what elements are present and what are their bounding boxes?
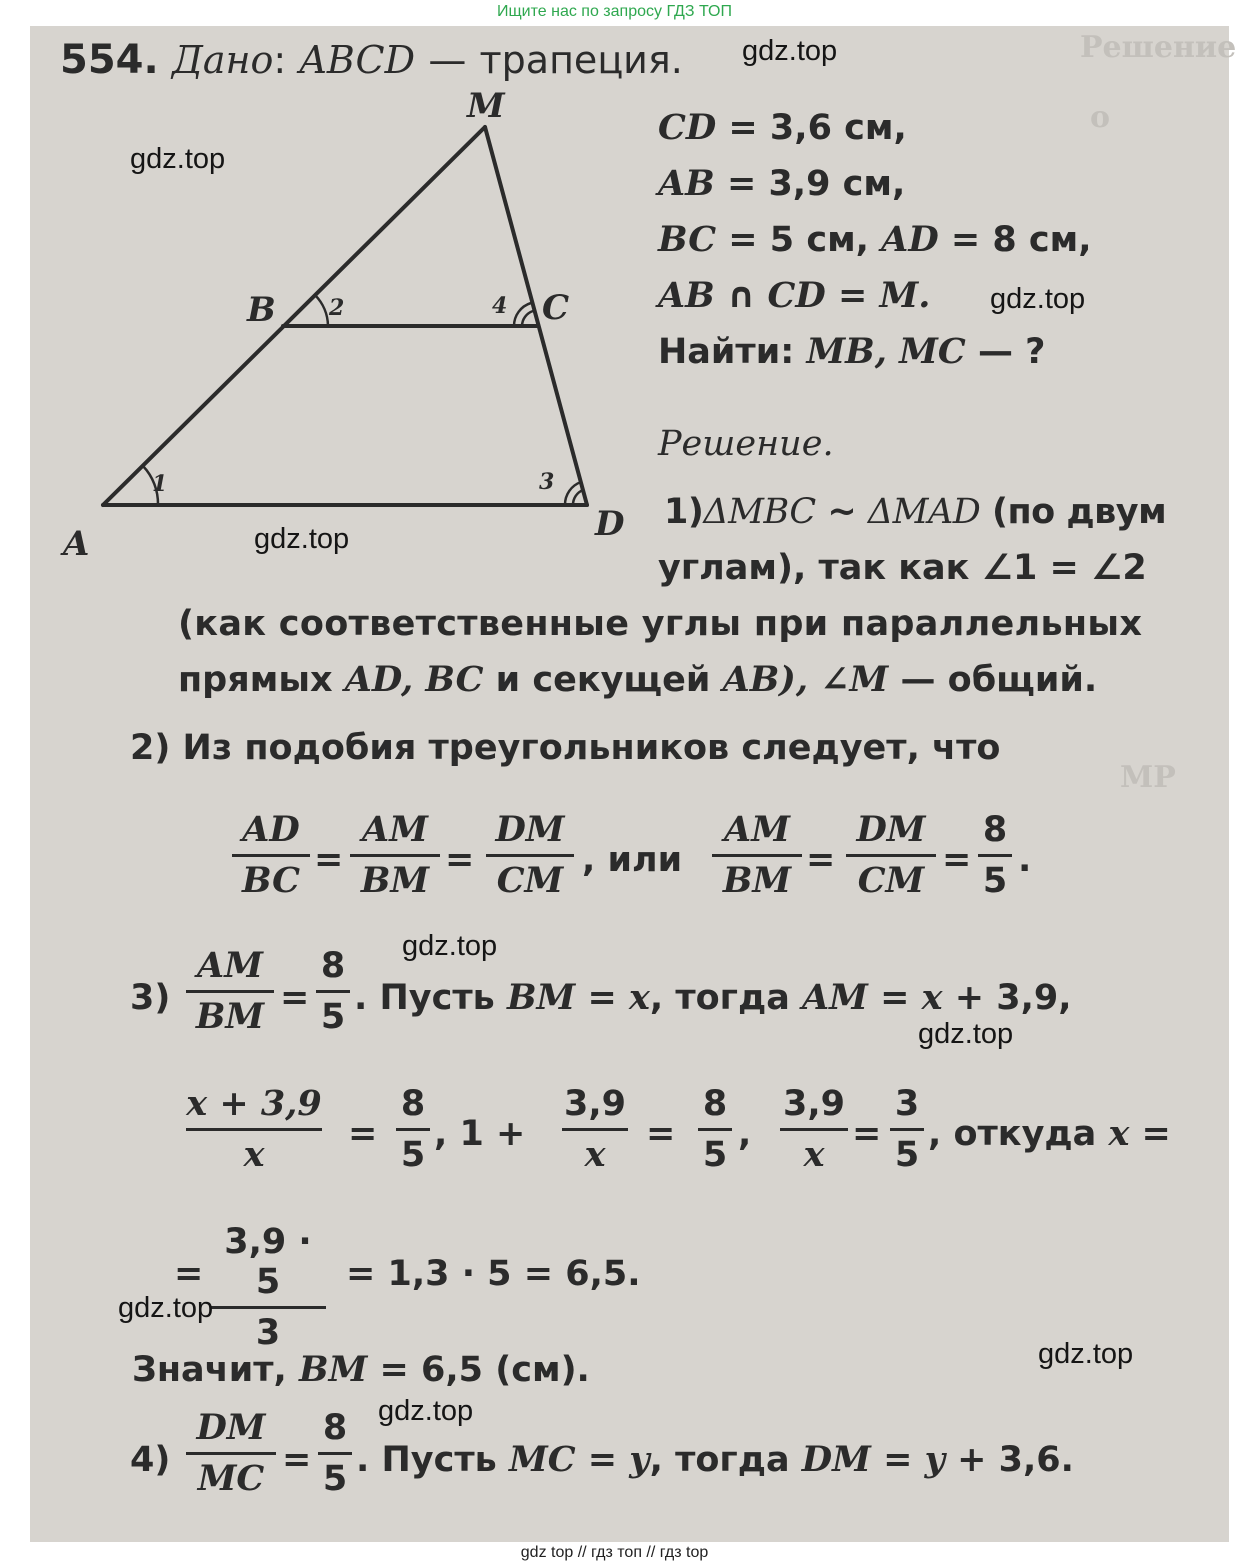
fraction-39-over-x: $\frac{3,9}{x}$ [780,1084,848,1175]
dash: — [428,38,467,82]
ad-value: = 8 см, [950,220,1092,260]
watermark: gdz.top [254,523,350,555]
fraction-39-over-x: $\frac{3,9}{x}$ [563,1084,626,1175]
bc-symbol: BC [658,219,717,260]
step4-let-line [356,1440,1074,1480]
problem-header [60,37,683,83]
label-a: A [63,524,90,564]
step1-line3: (как соответственные углы при параллельных [178,604,1143,644]
mb-symbol: MB, [806,331,887,372]
fraction-8-5: $\frac{8}{5}$ [698,1084,732,1175]
equals-sign: = [806,840,836,880]
watermark: gdz.top [378,1395,474,1427]
ab-symbol: AB [658,275,715,316]
watermark: gdz.top [742,35,838,67]
step3-number: 3) [130,978,171,1018]
fraction-am-bm: $\frac{AM}{BM}$ [712,810,802,901]
condition-cd [658,108,907,148]
solution-heading: Решение. [658,424,834,464]
step1-reason-part2: углам), так как [658,548,970,588]
y-variable: y [629,1439,650,1480]
m-symbol: M. [879,275,931,316]
conclusion-text: Значит, [132,1350,287,1390]
period: . [1018,840,1032,880]
mc-symbol: MC [508,1439,576,1480]
cd-value: = 3,6 см, [728,108,907,148]
intersection-symbol: ∩ [726,276,756,316]
or-text: , или [582,840,683,880]
equals-sign: = [282,1440,312,1480]
watermark: gdz.top [918,1018,1014,1050]
ad-symbol: AD [881,219,939,260]
ab-value: = 3,9 см, [726,164,906,204]
figure-type: трапеция. [479,38,683,82]
watermark: gdz.top [130,143,226,175]
fraction-am-bm: $\frac{AM}{BM}$ [350,810,440,901]
x-variable: x [628,977,650,1018]
conclusion-value: = 6,5 (см). [379,1350,590,1390]
equals-sign: = [942,840,972,880]
step1-text: прямых [178,660,333,700]
watermark: gdz.top [402,930,498,962]
step1-text: — общий. [900,660,1098,700]
equals-sign: = [837,276,868,316]
watermark: gdz.top [990,283,1086,315]
condition-ab [658,164,905,204]
equals-sign: = [852,1114,882,1154]
angle-1-label: 1 [152,471,168,497]
find-label: Найти: [658,332,795,372]
equals-sign: = [280,978,310,1018]
condition-intersection [658,276,930,316]
equals-sign: = [880,978,910,1018]
bottom-banner[interactable]: gdz top // гдз топ // гдз top [520,1544,709,1561]
bc-symbol: BC [425,659,484,700]
label-d: D [595,504,625,544]
step2-number: 2) [130,728,171,768]
step4-text: . Пусть [356,1440,497,1480]
step3-let-line [354,978,1072,1018]
fraction-am-bm: $\frac{AM}{BM}$ [186,946,274,1037]
angle-4-label: 4 [492,293,508,319]
step3-conclusion [132,1350,590,1390]
comma: , [738,1114,752,1154]
similar-sign: ~ [827,492,857,532]
find-tail: — ? [977,332,1046,372]
mc-symbol: MC [899,331,966,372]
ab-symbol: AB [658,163,715,204]
whence-text: , откуда [928,1114,1097,1154]
label-m: M [467,86,505,126]
whence-x-equals [928,1114,1171,1154]
fraction-8-5: $\frac{8}{5}$ [316,946,350,1037]
equals-sign: = [587,978,617,1018]
x-variable: x [921,977,943,1018]
step1-reason-part1: (по двум [991,492,1167,532]
angle-4-arc-inner [522,311,533,326]
equals-sign: = [314,840,344,880]
bm-symbol: BM [506,977,576,1018]
angle-m: ∠M [820,659,889,700]
equals-sign: = [883,1440,913,1480]
show-through-decoration: о [1090,100,1111,135]
watermark: gdz.top [1038,1338,1134,1370]
step1-line2 [658,548,1147,588]
angle-equality: ∠1 = ∠2 [981,548,1147,588]
bm-symbol: BM [299,1349,368,1390]
top-banner[interactable]: Ищите нас по запросу ГДЗ ТОП [497,3,732,20]
show-through-decoration: МР [1120,760,1176,795]
show-through-decoration: Решение [1080,30,1236,65]
find-line [658,332,1045,372]
step4-number: 4) [130,1440,171,1480]
step2-line1 [130,728,1000,768]
triangle-mbc: ΔMBC [703,492,816,532]
ab-symbol: AB), [722,659,809,700]
y-variable: y [924,1439,945,1480]
equals-sign: = [445,840,475,880]
fraction-8-5: $\frac{8}{5}$ [318,1408,352,1499]
fraction-8-5: $\frac{8}{5}$ [396,1084,430,1175]
given-colon: : [273,38,287,82]
given-label: Дано [171,38,274,82]
cd-symbol: CD [658,107,717,148]
figure-name: ABCD [299,38,416,82]
label-c: C [542,288,570,328]
step1-line4 [178,660,1097,700]
condition-bc-ad [658,220,1092,260]
step3-text: . Пусть [354,978,495,1018]
am-symbol: AM [802,977,868,1018]
problem-number: 554. [60,37,159,83]
step1-number: 1) [664,492,704,532]
fraction-ad-bc: $\frac{AD}{BC}$ [232,810,310,901]
label-b: B [247,290,276,330]
step4-text: + 3,6. [957,1440,1074,1480]
bc-value: = 5 см, [728,220,869,260]
step4-text: , тогда [649,1440,790,1480]
one-plus: , 1 + [434,1114,526,1154]
equals-sign: = [348,1114,378,1154]
step3-text: + 3,9, [954,978,1072,1018]
watermark: gdz.top [118,1292,214,1324]
step3-result: = 1,3 · 5 = 6,5. [346,1254,641,1294]
fraction-x-plus-39-over-x: $\frac{x + 3,9}{x}$ [186,1083,322,1175]
triangle-mad: ΔMAD [867,492,981,532]
equals-sign: = [1141,1114,1171,1154]
equals-sign: = [174,1254,204,1294]
angle-3-label: 3 [539,469,555,495]
angle-2-label: 2 [329,295,345,321]
equals-sign: = [587,1440,618,1480]
dm-symbol: DM [801,1439,871,1480]
step3-text: , тогда [649,978,790,1018]
fraction-dm-cm: $\frac{DM}{CM}$ [846,810,936,901]
cd-symbol: CD [767,275,826,316]
ad-symbol: AD, [344,659,414,700]
fraction-39x5-over-3: $\frac{3,9 \cdot 5}{3}$ [210,1222,326,1353]
step1-line1 [664,492,1166,532]
step1-text: и секущей [495,660,711,700]
equals-sign: = [646,1114,676,1154]
fraction-dm-cm: $\frac{DM}{CM}$ [486,810,574,901]
side-am [103,127,485,505]
step2-text: Из подобия треугольников следует, что [182,728,1001,768]
x-variable: x [1108,1113,1130,1154]
fraction-8-5: $\frac{8}{5}$ [978,810,1012,901]
angle-2-arc [315,295,328,326]
fraction-dm-mc: $\frac{DM}{MC}$ [186,1408,276,1499]
fraction-3-5: $\frac{3}{5}$ [890,1084,924,1175]
